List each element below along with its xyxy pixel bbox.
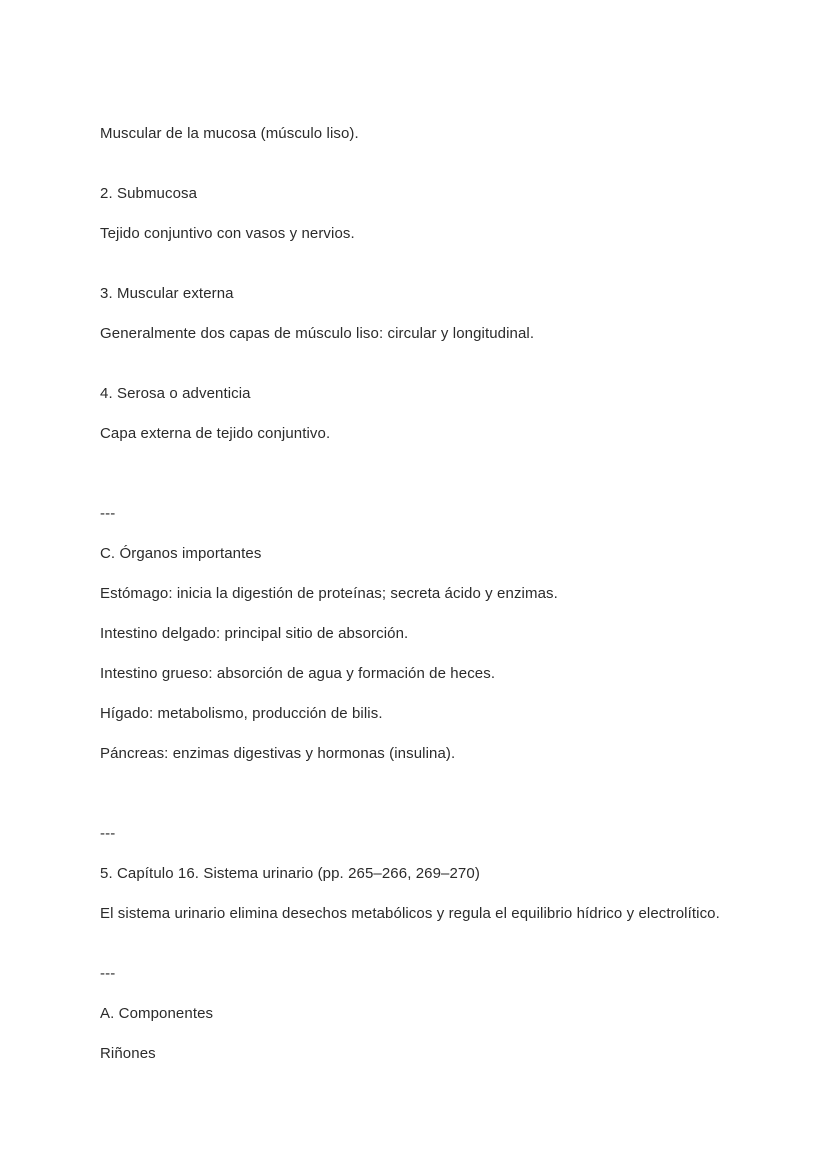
line-submucosa-desc: Tejido conjuntivo con vasos y nervios. xyxy=(100,225,355,242)
line-estomago: Estómago: inicia la digestión de proteínas; secreta ácido y enzimas. xyxy=(100,585,558,602)
line-pancreas: Páncreas: enzimas digestivas y hormonas (insulina). xyxy=(100,745,456,762)
line-muscular-mucosa: Muscular de la mucosa (músculo liso). xyxy=(100,125,359,142)
heading-capitulo-16: 5. Capítulo 16. Sistema urinario (pp. 265–266, 269–270) xyxy=(100,865,480,882)
heading-muscular-externa: 3. Muscular externa xyxy=(100,285,234,302)
heading-submucosa: 2. Submucosa xyxy=(100,185,198,202)
heading-organos-importantes: C. Órganos importantes xyxy=(100,545,262,562)
heading-componentes: A. Componentes xyxy=(100,1005,214,1022)
separator-line: --- xyxy=(100,825,116,842)
line-rinones: Riñones xyxy=(100,1045,156,1062)
line-muscular-externa-desc: Generalmente dos capas de músculo liso: circular y longitudinal. xyxy=(100,325,535,342)
line-sistema-urinario-desc: El sistema urinario elimina desechos metabólicos y regula el equilibrio hídrico y electrolítico. xyxy=(100,905,720,922)
line-intestino-grueso: Intestino grueso: absorción de agua y formación de heces. xyxy=(100,665,496,682)
line-serosa-desc: Capa externa de tejido conjuntivo. xyxy=(100,425,331,442)
heading-serosa-adventicia: 4. Serosa o adventicia xyxy=(100,385,251,402)
separator-line: --- xyxy=(100,505,116,522)
line-intestino-delgado: Intestino delgado: principal sitio de absorción. xyxy=(100,625,409,642)
separator-line: --- xyxy=(100,965,116,982)
line-higado: Hígado: metabolismo, producción de bilis. xyxy=(100,705,383,722)
